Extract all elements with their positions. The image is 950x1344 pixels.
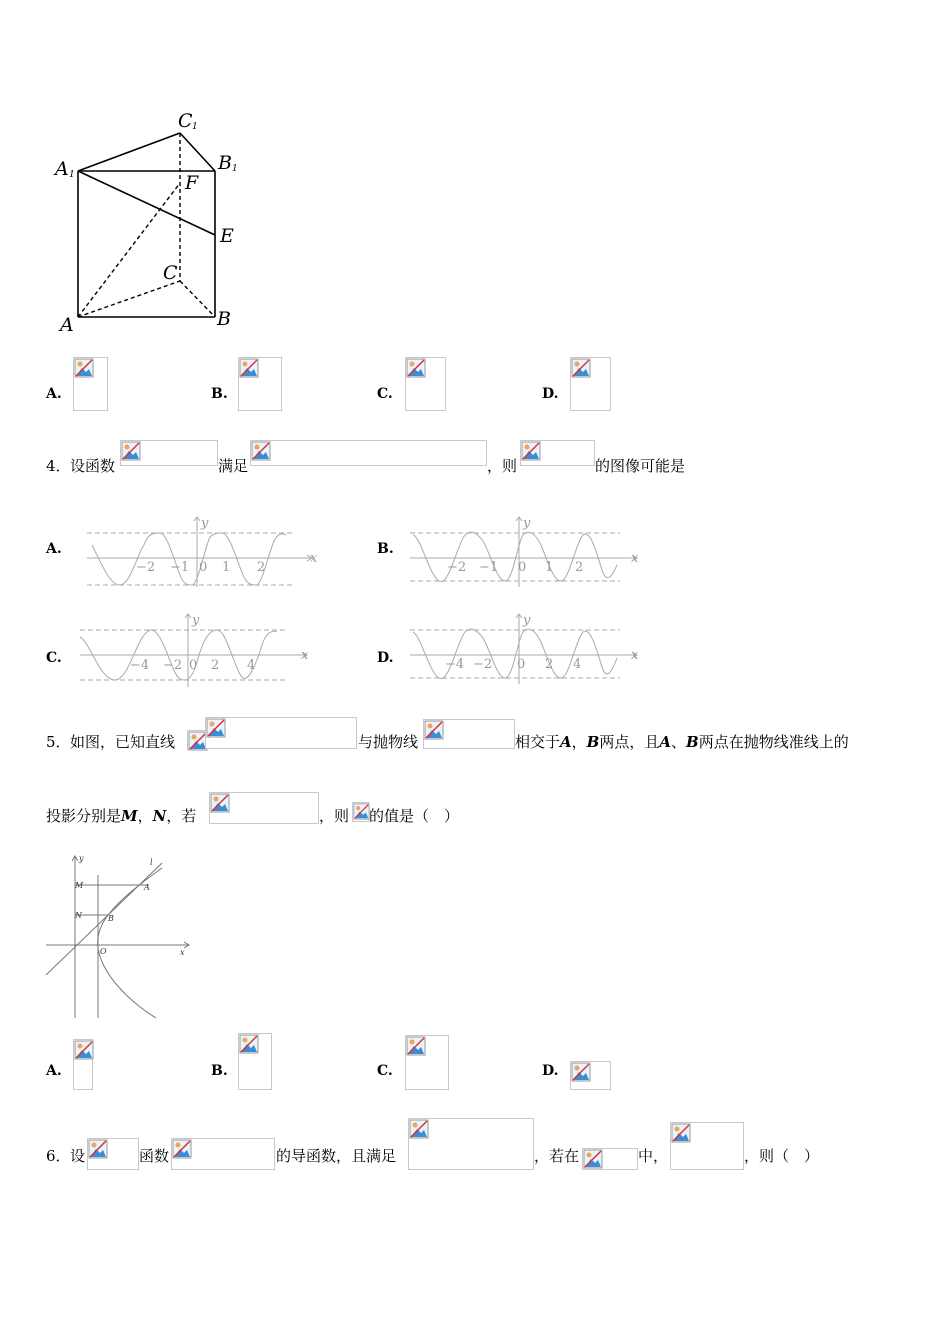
q5-text-9: 的值是（ ） (369, 807, 460, 825)
q5-formula-k (352, 802, 369, 822)
q3-option-d-label: D. (542, 386, 559, 402)
broken-image-icon (206, 718, 226, 738)
q3-option-c-label: C. (377, 386, 393, 402)
q4d-tick-2: 2 (545, 657, 554, 672)
q6-formula-angle (670, 1122, 744, 1170)
q5-point-a: A (560, 733, 572, 751)
q4a-tick-1: 1 (222, 560, 231, 575)
broken-image-icon (74, 358, 94, 378)
broken-image-icon (671, 1123, 691, 1143)
broken-image-icon (424, 720, 444, 740)
q5-formula-line-small (187, 730, 207, 750)
q4b-y-label: y (523, 516, 531, 531)
q5-text-7: ，若 (166, 807, 197, 825)
label-a: A (60, 314, 74, 336)
q5-fig-x: x (180, 948, 185, 957)
q5-fig-n: N (75, 911, 82, 920)
broken-image-icon (251, 441, 271, 461)
q4-number: 4． (46, 457, 71, 475)
q4b-tick-1: 1 (545, 560, 554, 575)
broken-image-icon (74, 1040, 94, 1060)
q6-text-4: ，若在 (534, 1147, 580, 1165)
q4d-tick-4: 4 (573, 657, 582, 672)
q3-option-b-image (238, 357, 282, 411)
q5-formula-parabola (423, 719, 515, 749)
q6-text-2: 函数 (139, 1147, 170, 1165)
q5-formula-condition (209, 792, 319, 824)
q5-sep-2: 、 (671, 733, 687, 751)
q4-text-2: 满足 (218, 457, 249, 475)
q5-option-a-image (73, 1039, 93, 1090)
broken-image-icon (406, 1036, 426, 1056)
q6-formula-triangle (582, 1148, 638, 1170)
q4d-tick-0: 0 (517, 657, 526, 672)
q6-formula-condition (408, 1118, 534, 1170)
q5-line-1-tail (515, 732, 849, 752)
q5-option-b-image (238, 1033, 272, 1090)
q4-formula-fx (120, 440, 218, 466)
q5-sep-3: ， (137, 807, 153, 825)
label-a1-sub: 1 (69, 170, 75, 180)
q5-point-n: N (152, 807, 167, 825)
q4b-tick-neg1: −1 (479, 560, 499, 575)
label-c1-sub: 1 (192, 122, 198, 132)
label-f: F (185, 172, 199, 194)
q5-line-2 (46, 806, 196, 826)
broken-image-icon (172, 1139, 192, 1159)
q6-text-6: ，则（ ） (744, 1147, 820, 1165)
q5-point-b-2: B (686, 733, 699, 751)
broken-image-icon (571, 358, 591, 378)
label-c1: C (178, 110, 193, 132)
q5-option-d-label: D. (542, 1063, 559, 1079)
q6-number: 6． (46, 1147, 71, 1165)
label-e: E (220, 225, 234, 247)
q4d-tick-neg4: −4 (445, 657, 465, 672)
q3-option-b-label: B. (211, 386, 228, 402)
q5-fig-l: l (150, 858, 153, 867)
q4-option-a-label: A. (46, 541, 62, 557)
q5-parabola-figure (44, 853, 194, 1023)
q3-option-a-label: A. (46, 386, 62, 402)
q4-formula-condition (250, 440, 487, 466)
q6-formula-fx (87, 1138, 139, 1170)
q5-fig-y: y (79, 854, 84, 863)
q4-graph-a (82, 515, 322, 590)
q4c-tick-neg4: −4 (130, 658, 150, 673)
q4-text-1: 设函数 (70, 457, 116, 475)
q5-text-8: ，则 (319, 807, 350, 825)
q5-point-m: M (121, 807, 138, 825)
q4d-tick-neg2: −2 (473, 657, 493, 672)
q6-text-1: 设 (70, 1147, 86, 1165)
q3-option-a-image (73, 357, 108, 411)
q3-option-d-image (570, 357, 611, 411)
q4-option-d-label: D. (377, 650, 394, 666)
q5-option-a-label: A. (46, 1063, 62, 1079)
broken-image-icon (353, 803, 370, 820)
broken-image-icon (88, 1139, 108, 1159)
label-a1: A (55, 158, 69, 180)
broken-image-icon (239, 1034, 259, 1054)
q4-option-b-label: B. (377, 541, 394, 557)
q5-text-1: 如图，已知直线 (70, 733, 176, 751)
q5-point-a-2: A (659, 733, 672, 751)
q5-option-c-image (405, 1035, 449, 1090)
broken-image-icon (409, 1119, 429, 1139)
q4c-tick-4: 4 (247, 658, 256, 673)
q5-point-b: B (586, 733, 600, 751)
q5-fig-m: M (75, 881, 84, 890)
broken-image-icon (521, 441, 541, 461)
q5-option-d-image (570, 1061, 611, 1090)
label-b1-sub: 1 (232, 164, 238, 174)
q6-formula-derivative (171, 1138, 275, 1170)
q4-formula-function (520, 440, 595, 466)
q5-formula-line (205, 717, 357, 749)
q6-text-3: 的导函数，且满足 (276, 1147, 397, 1165)
q5-text-3: 相交于 (515, 733, 561, 751)
broken-image-icon (121, 441, 141, 461)
q4a-x-label: x (310, 551, 318, 566)
q4-graph-c (75, 612, 315, 687)
broken-image-icon (571, 1062, 591, 1082)
q4c-tick-2: 2 (211, 658, 220, 673)
q4d-y-label: y (523, 613, 531, 628)
q4-text-4: 的图像可能是 (595, 457, 686, 475)
broken-image-icon (406, 358, 426, 378)
q4d-x-label: x (631, 648, 639, 663)
q4c-tick-0: 0 (189, 658, 198, 673)
broken-image-icon (210, 793, 230, 813)
q4c-y-label: y (192, 613, 200, 628)
q4-option-c-label: C. (46, 650, 62, 666)
broken-image-icon (239, 358, 259, 378)
q4a-tick-neg2: −2 (136, 560, 156, 575)
q5-text-2: 与抛物线 (358, 733, 419, 751)
q4b-tick-neg2: −2 (447, 560, 467, 575)
q4a-tick-0: 0 (199, 560, 208, 575)
q5-text-4: 两点，且 (599, 733, 660, 751)
q5-fig-a: A (144, 883, 150, 892)
q4c-x-label: x (301, 648, 309, 663)
q4a-tick-2: 2 (257, 560, 266, 575)
q4-text-3: ，则 (487, 457, 518, 475)
q5-fig-b: B (108, 914, 114, 923)
q6-text-5: 中， (638, 1147, 669, 1165)
q4a-tick-neg1: −1 (170, 560, 190, 575)
q4-graph-b (405, 515, 645, 590)
q5-number: 5． (46, 733, 71, 751)
q4a-y-label: y (201, 516, 209, 531)
label-b: B (217, 308, 231, 330)
broken-image-icon (583, 1149, 603, 1169)
label-b1: B (218, 152, 232, 174)
q5-option-b-label: B. (211, 1063, 228, 1079)
q3-option-c-image (405, 357, 446, 411)
label-c: C (163, 262, 178, 284)
q4b-tick-2: 2 (575, 560, 584, 575)
q5-text-5: 两点在抛物线准线上的 (698, 733, 849, 751)
prism-figure (50, 105, 250, 340)
q4b-x-label: x (631, 551, 639, 566)
q5-sep-1: ， (571, 733, 587, 751)
q4b-tick-0: 0 (518, 560, 527, 575)
q4-graph-d (405, 612, 645, 687)
q5-option-c-label: C. (377, 1063, 393, 1079)
q4c-tick-neg2: −2 (163, 658, 183, 673)
q5-text-6: 投影分别是 (46, 807, 122, 825)
q5-fig-o: O (100, 947, 107, 956)
